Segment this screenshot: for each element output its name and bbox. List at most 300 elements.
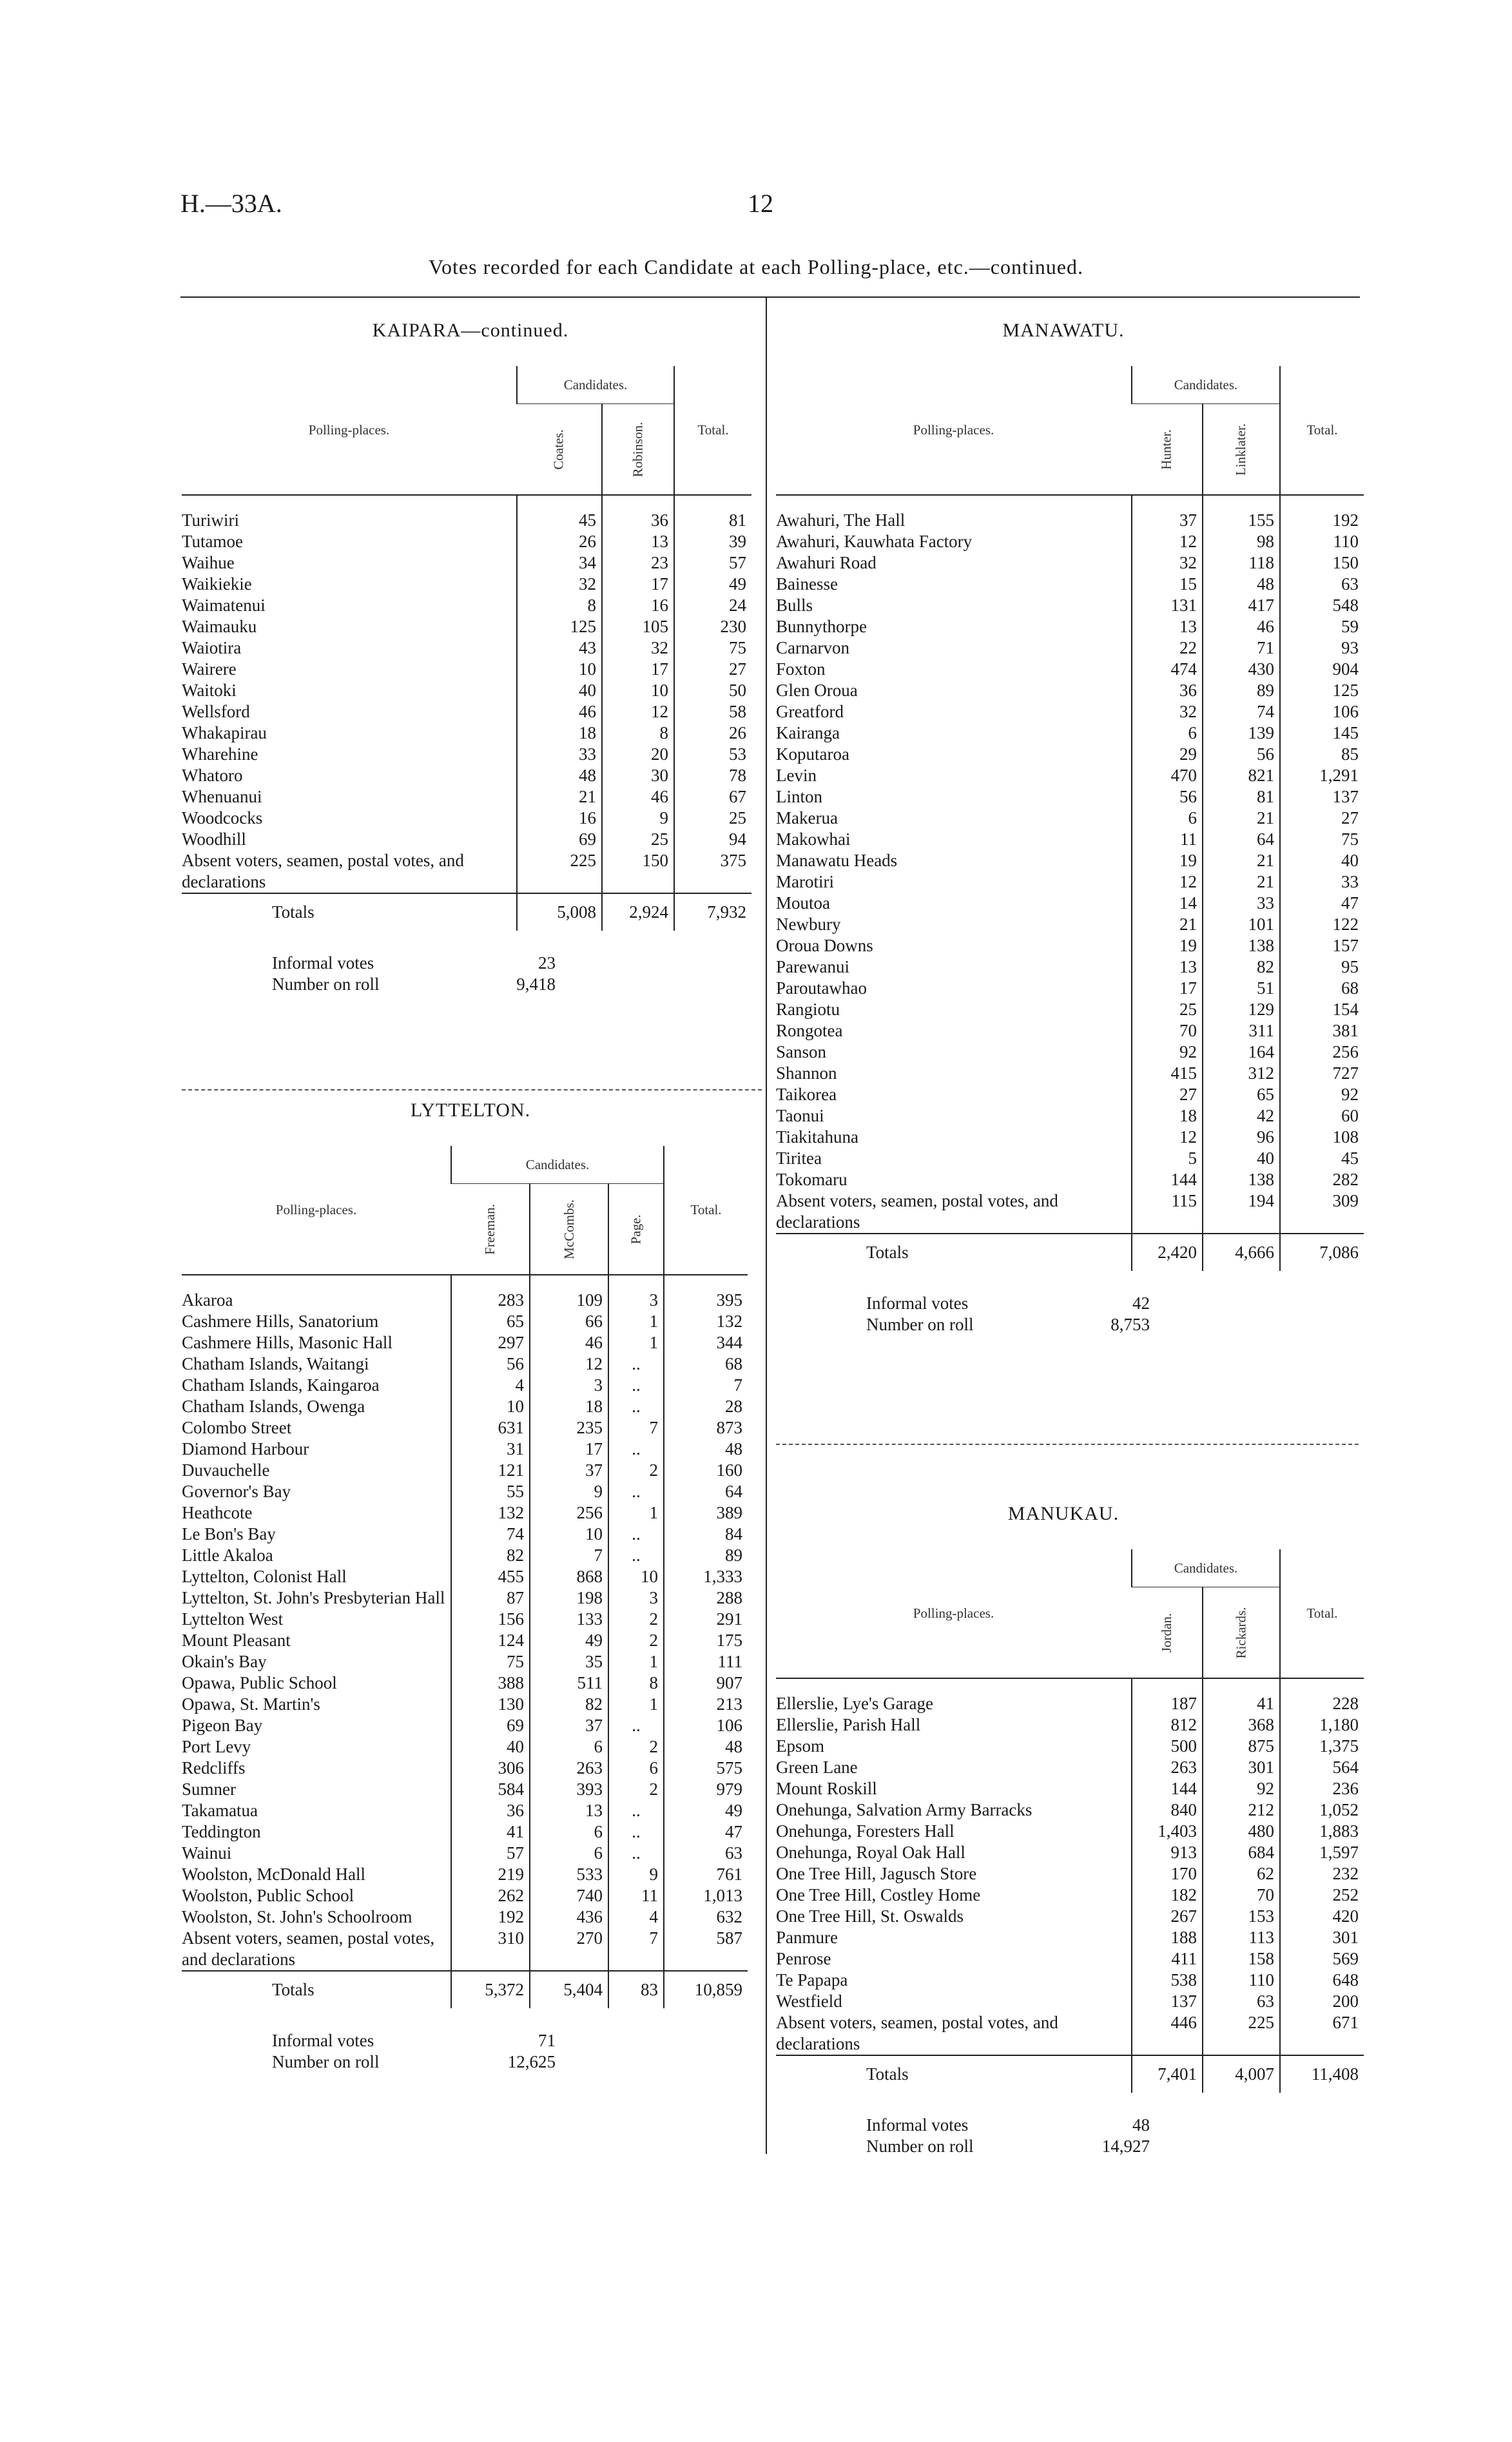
polling-place-name: Koputaroa xyxy=(776,744,849,764)
candidate-vote-count: 109 xyxy=(530,1275,608,1311)
candidate-name: Freeman. xyxy=(481,1203,498,1255)
polling-place-name: Onehunga, Salvation Army Barracks xyxy=(776,1800,1032,1819)
candidate-vote-count: 35 xyxy=(530,1651,608,1672)
polling-place-name: Awahuri, The Hall xyxy=(776,510,906,530)
table-row xyxy=(182,659,751,680)
row-total: 1,291 xyxy=(1280,765,1364,786)
polling-place-name: One Tree Hill, Jagusch Store xyxy=(776,1864,977,1883)
candidate-vote-count: 124 xyxy=(451,1630,530,1651)
candidate-vote-count: 32 xyxy=(517,574,602,595)
candidate-total: 7,401 xyxy=(1132,2055,1203,2093)
candidate-vote-count: .. xyxy=(608,1800,664,1821)
table-row xyxy=(182,850,751,893)
row-total: 1,333 xyxy=(664,1566,748,1587)
row-total: 48 xyxy=(664,1736,748,1758)
row-total: 192 xyxy=(1280,495,1364,531)
candidate-vote-count: 194 xyxy=(1203,1190,1280,1234)
table-row xyxy=(182,722,751,744)
candidate-vote-count: 36 xyxy=(602,495,674,531)
table-row xyxy=(182,616,751,637)
candidate-vote-count: 9 xyxy=(530,1481,608,1502)
informal-votes-row xyxy=(272,953,751,974)
table-row xyxy=(182,1609,748,1630)
candidate-vote-count: 62 xyxy=(1203,1863,1280,1885)
polling-place-name: Teddington xyxy=(182,1822,261,1841)
table-row xyxy=(776,1842,1364,1863)
table-row xyxy=(182,495,751,531)
candidate-vote-count: 20 xyxy=(602,744,674,765)
row-total: 67 xyxy=(674,786,751,808)
candidate-vote-count: 417 xyxy=(1203,595,1280,616)
candidate-name: Rickards. xyxy=(1233,1607,1249,1658)
kaipara-table xyxy=(182,366,751,995)
table-row xyxy=(776,1042,1364,1063)
candidate-vote-count: 138 xyxy=(1203,935,1280,956)
candidate-vote-count: 82 xyxy=(451,1545,530,1566)
candidate-vote-count: 144 xyxy=(1132,1778,1203,1799)
row-total: 1,180 xyxy=(1280,1714,1364,1736)
candidate-vote-count: 118 xyxy=(1203,552,1280,574)
polling-place-name: Bainesse xyxy=(776,574,838,594)
row-total: 256 xyxy=(1280,1042,1364,1063)
candidate-vote-count: 70 xyxy=(1132,1020,1203,1042)
row-total: 873 xyxy=(664,1417,748,1439)
row-total: 564 xyxy=(1280,1757,1364,1778)
candidate-vote-count: 133 xyxy=(530,1609,608,1630)
polling-place-name: Wairere xyxy=(182,659,237,679)
row-total: 575 xyxy=(664,1758,748,1779)
candidate-vote-count: 36 xyxy=(1132,680,1203,701)
table-row xyxy=(776,999,1364,1020)
table-row xyxy=(776,1906,1364,1927)
candidate-vote-count: 25 xyxy=(602,829,674,850)
polling-place-name: Woolston, St. John's Schoolroom xyxy=(182,1907,412,1926)
candidate-vote-count: .. xyxy=(608,1821,664,1843)
row-total: 108 xyxy=(1280,1127,1364,1148)
table-row xyxy=(776,914,1364,935)
candidate-vote-count: 631 xyxy=(451,1417,530,1439)
candidate-vote-count: 13 xyxy=(1132,616,1203,637)
table-row xyxy=(182,1566,748,1587)
candidate-vote-count: 13 xyxy=(1132,956,1203,978)
candidate-name-header xyxy=(602,404,674,496)
table-row xyxy=(182,1779,748,1800)
table-row xyxy=(182,1864,748,1885)
candidate-vote-count: 46 xyxy=(530,1332,608,1353)
polling-place-name: Awahuri, Kauwhata Factory xyxy=(776,532,973,551)
table-row xyxy=(182,1928,748,1971)
candidate-vote-count: 2 xyxy=(608,1779,664,1800)
candidate-vote-count: 113 xyxy=(1203,1927,1280,1948)
table-row xyxy=(182,1906,748,1928)
candidate-vote-count: .. xyxy=(608,1843,664,1864)
manukau-table xyxy=(776,1549,1364,2157)
row-total: 175 xyxy=(664,1630,748,1651)
table-row xyxy=(182,1275,748,1311)
row-total: 1,883 xyxy=(1280,1821,1364,1842)
row-total: 60 xyxy=(1280,1105,1364,1127)
polling-place-name: Woodhill xyxy=(182,829,246,849)
kaipara-title: KAIPARA—continued. xyxy=(372,320,569,341)
polling-place-name: Chatham Islands, Owenga xyxy=(182,1397,365,1416)
row-total: 75 xyxy=(674,637,751,659)
row-total: 200 xyxy=(1280,1991,1364,2012)
candidate-vote-count: 19 xyxy=(1132,850,1203,871)
candidate-vote-count: 144 xyxy=(1132,1169,1203,1190)
candidate-vote-count: 31 xyxy=(451,1439,530,1460)
candidate-vote-count: 470 xyxy=(1132,765,1203,786)
polling-place-name: Whatoro xyxy=(182,766,243,785)
candidate-vote-count: 155 xyxy=(1203,495,1280,531)
candidate-vote-count: 98 xyxy=(1203,531,1280,552)
candidate-vote-count: 23 xyxy=(602,552,674,574)
polling-place-name: Ellerslie, Lye's Garage xyxy=(776,1694,934,1713)
candidate-vote-count: 81 xyxy=(1203,786,1280,808)
candidate-vote-count: .. xyxy=(608,1439,664,1460)
row-total: 252 xyxy=(1280,1885,1364,1906)
candidate-vote-count: 129 xyxy=(1203,999,1280,1020)
candidate-vote-count: 17 xyxy=(1132,978,1203,999)
polling-places-header: Polling-places. xyxy=(776,1549,1132,1678)
table-row xyxy=(182,786,751,808)
row-total: 27 xyxy=(674,659,751,680)
row-total: 47 xyxy=(664,1821,748,1843)
polling-places-header: Polling-places. xyxy=(182,1146,451,1275)
candidate-vote-count: 10 xyxy=(517,659,602,680)
candidate-vote-count: 21 xyxy=(1132,914,1203,935)
table-row xyxy=(776,1799,1364,1821)
candidate-vote-count: 42 xyxy=(1203,1105,1280,1127)
table-row xyxy=(182,1651,748,1672)
candidate-vote-count: 19 xyxy=(1132,935,1203,956)
table-row xyxy=(182,1587,748,1609)
manawatu-table xyxy=(776,366,1364,1335)
candidate-total: 5,404 xyxy=(530,1971,608,2008)
candidate-vote-count: 121 xyxy=(451,1460,530,1481)
polling-place-name: Opawa, St. Martin's xyxy=(182,1694,320,1714)
row-total: 122 xyxy=(1280,914,1364,935)
polling-place-name: Parewanui xyxy=(776,957,849,976)
table-row xyxy=(776,1127,1364,1148)
lyttelton-title: LYTTELTON. xyxy=(410,1100,531,1121)
candidate-vote-count: 5 xyxy=(1132,1148,1203,1169)
informal-votes-label: Informal votes xyxy=(272,2031,374,2050)
candidate-vote-count: 115 xyxy=(1132,1190,1203,1234)
candidate-vote-count: 6 xyxy=(530,1821,608,1843)
table-row xyxy=(776,531,1364,552)
table-row xyxy=(182,637,751,659)
row-total: 64 xyxy=(664,1481,748,1502)
polling-place-name: Tiritea xyxy=(776,1148,822,1168)
row-total: 548 xyxy=(1280,595,1364,616)
document-reference: H.—33A. xyxy=(180,189,282,218)
page-number: 12 xyxy=(748,189,773,218)
total-header: Total. xyxy=(674,366,751,495)
candidate-vote-count: 56 xyxy=(451,1353,530,1375)
informal-votes-value: 71 xyxy=(538,2031,556,2050)
candidate-vote-count: 225 xyxy=(1203,2012,1280,2055)
candidate-name: Hunter. xyxy=(1159,429,1174,470)
polling-place-name: Absent voters, seamen, postal votes, and declarations xyxy=(776,1191,1058,1232)
polling-place-name: Duvauchelle xyxy=(182,1460,270,1480)
candidate-vote-count: 2 xyxy=(608,1736,664,1758)
polling-place-name: Onehunga, Foresters Hall xyxy=(776,1821,955,1841)
row-total: 63 xyxy=(664,1843,748,1864)
row-total: 301 xyxy=(1280,1927,1364,1948)
row-total: 75 xyxy=(1280,829,1364,850)
table-row xyxy=(776,701,1364,722)
candidate-vote-count: 40 xyxy=(517,680,602,701)
row-total: 58 xyxy=(674,701,751,722)
table-row xyxy=(776,616,1364,637)
candidate-vote-count: 235 xyxy=(530,1417,608,1439)
polling-place-name: Bulls xyxy=(776,596,813,615)
candidate-vote-count: 74 xyxy=(1203,701,1280,722)
candidate-vote-count: 14 xyxy=(1132,893,1203,914)
table-row xyxy=(776,659,1364,680)
table-row xyxy=(776,850,1364,871)
candidate-vote-count: 16 xyxy=(517,808,602,829)
candidate-vote-count: 225 xyxy=(517,850,602,893)
polling-place-name: Wharehine xyxy=(182,744,258,764)
polling-place-name: Lyttelton West xyxy=(182,1609,284,1629)
row-total: 26 xyxy=(674,722,751,744)
grand-total: 7,086 xyxy=(1280,1234,1364,1271)
candidate-vote-count: 65 xyxy=(1203,1084,1280,1105)
candidate-vote-count: 12 xyxy=(1132,1127,1203,1148)
manukau-summary xyxy=(866,2115,1364,2157)
informal-votes-label: Informal votes xyxy=(272,953,374,973)
grand-total: 10,859 xyxy=(664,1971,748,2008)
candidate-vote-count: 96 xyxy=(1203,1127,1280,1148)
row-total: 979 xyxy=(664,1779,748,1800)
candidate-vote-count: 40 xyxy=(1203,1148,1280,1169)
table-row xyxy=(182,1311,748,1332)
table-row xyxy=(776,1190,1364,1234)
candidate-vote-count: 69 xyxy=(517,829,602,850)
candidate-vote-count: 455 xyxy=(451,1566,530,1587)
polling-place-name: Whenuanui xyxy=(182,787,262,806)
candidate-vote-count: 9 xyxy=(608,1864,664,1885)
candidate-vote-count: .. xyxy=(608,1375,664,1396)
polling-place-name: Waitoki xyxy=(182,681,237,700)
row-total: 57 xyxy=(674,552,751,574)
polling-places-header: Polling-places. xyxy=(776,366,1132,495)
table-row xyxy=(776,871,1364,893)
polling-place-name: Takamatua xyxy=(182,1801,258,1820)
candidate-vote-count: 137 xyxy=(1132,1991,1203,2012)
candidate-vote-count: 55 xyxy=(451,1481,530,1502)
row-total: 1,375 xyxy=(1280,1736,1364,1757)
table-row xyxy=(182,1524,748,1545)
candidate-vote-count: 87 xyxy=(451,1587,530,1609)
lyttelton-table xyxy=(182,1146,748,2073)
table-row xyxy=(776,1970,1364,1991)
candidate-vote-count: 4 xyxy=(451,1375,530,1396)
candidate-vote-count: 21 xyxy=(1203,808,1280,829)
candidate-vote-count: 130 xyxy=(451,1694,530,1715)
candidate-vote-count: .. xyxy=(608,1545,664,1566)
candidate-vote-count: 436 xyxy=(530,1906,608,1928)
candidate-name: Page. xyxy=(628,1214,644,1245)
candidate-vote-count: 10 xyxy=(608,1566,664,1587)
candidate-vote-count: 474 xyxy=(1132,659,1203,680)
table-row xyxy=(776,1714,1364,1736)
candidate-vote-count: 15 xyxy=(1132,574,1203,595)
candidate-vote-count: 70 xyxy=(1203,1885,1280,1906)
candidate-total: 5,372 xyxy=(451,1971,530,2008)
polling-place-name: Le Bon's Bay xyxy=(182,1524,276,1544)
candidate-total: 4,666 xyxy=(1203,1234,1280,1271)
candidate-vote-count: 32 xyxy=(1132,552,1203,574)
table-row xyxy=(182,1672,748,1694)
candidate-vote-count: 63 xyxy=(1203,1991,1280,2012)
row-total: 33 xyxy=(1280,871,1364,893)
candidate-name-header xyxy=(1203,1587,1280,1679)
polling-place-name: Kairanga xyxy=(776,723,840,742)
informal-votes-row xyxy=(272,2030,748,2051)
candidate-vote-count: 21 xyxy=(1203,850,1280,871)
candidate-vote-count: 283 xyxy=(451,1275,530,1311)
candidate-name: Coates. xyxy=(551,429,567,470)
table-row xyxy=(182,1353,748,1375)
row-total: 94 xyxy=(674,829,751,850)
row-total: 92 xyxy=(1280,1084,1364,1105)
candidate-total: 2,420 xyxy=(1132,1234,1203,1271)
candidate-vote-count: .. xyxy=(608,1353,664,1375)
candidate-vote-count: 12 xyxy=(530,1353,608,1375)
row-total: 45 xyxy=(1280,1148,1364,1169)
manawatu-title: MANAWATU. xyxy=(1002,320,1125,341)
candidate-vote-count: .. xyxy=(608,1715,664,1736)
row-total: 50 xyxy=(674,680,751,701)
table-row xyxy=(776,765,1364,786)
candidate-vote-count: 1 xyxy=(608,1694,664,1715)
candidate-vote-count: 7 xyxy=(608,1928,664,1971)
row-total: 236 xyxy=(1280,1778,1364,1799)
polling-place-name: Ellerslie, Parish Hall xyxy=(776,1715,921,1734)
section-separator xyxy=(776,1444,1359,1445)
candidate-vote-count: 21 xyxy=(517,786,602,808)
polling-place-name: Onehunga, Royal Oak Hall xyxy=(776,1843,965,1862)
row-total: 137 xyxy=(1280,786,1364,808)
row-total: 85 xyxy=(1280,744,1364,765)
candidate-vote-count: 182 xyxy=(1132,1885,1203,1906)
candidate-vote-count: 267 xyxy=(1132,1906,1203,1927)
polling-place-name: Cashmere Hills, Sanatorium xyxy=(182,1312,379,1331)
polling-place-name: Tiakitahuna xyxy=(776,1127,858,1147)
table-row xyxy=(182,574,751,595)
candidate-vote-count: 388 xyxy=(451,1672,530,1694)
polling-place-name: Westfield xyxy=(776,1991,842,2011)
row-total: 145 xyxy=(1280,722,1364,744)
grand-total: 11,408 xyxy=(1280,2055,1364,2093)
polling-place-name: Wainui xyxy=(182,1843,232,1863)
table-row xyxy=(182,829,751,850)
number-on-roll-value: 9,418 xyxy=(516,974,556,994)
row-total: 671 xyxy=(1280,2012,1364,2055)
row-total: 282 xyxy=(1280,1169,1364,1190)
candidate-vote-count: 34 xyxy=(517,552,602,574)
table-row xyxy=(776,722,1364,744)
informal-votes-value: 48 xyxy=(1132,2115,1150,2135)
polling-place-name: One Tree Hill, Costley Home xyxy=(776,1885,981,1904)
number-on-roll-row xyxy=(272,2051,748,2073)
table-row xyxy=(182,1396,748,1417)
row-total: 157 xyxy=(1280,935,1364,956)
table-row xyxy=(182,1439,748,1460)
table-row xyxy=(776,1757,1364,1778)
table-row xyxy=(776,808,1364,829)
row-total: 569 xyxy=(1280,1948,1364,1970)
row-total: 68 xyxy=(664,1353,748,1375)
informal-votes-value: 42 xyxy=(1132,1294,1150,1313)
candidate-vote-count: 297 xyxy=(451,1332,530,1353)
table-row xyxy=(776,1821,1364,1842)
table-row xyxy=(182,1800,748,1821)
row-total: 106 xyxy=(1280,701,1364,722)
candidate-vote-count: 18 xyxy=(530,1396,608,1417)
table-row xyxy=(182,531,751,552)
polling-place-name: Panmure xyxy=(776,1928,838,1947)
table-row xyxy=(776,1105,1364,1127)
table-row xyxy=(776,893,1364,914)
table-row xyxy=(182,680,751,701)
candidate-vote-count: 41 xyxy=(1203,1678,1280,1714)
candidate-vote-count: 32 xyxy=(1132,701,1203,722)
candidate-vote-count: 446 xyxy=(1132,2012,1203,2055)
polling-place-name: Redcliffs xyxy=(182,1758,246,1778)
informal-votes-row xyxy=(866,1293,1364,1314)
candidate-vote-count: 36 xyxy=(451,1800,530,1821)
polling-place-name: Sumner xyxy=(182,1779,236,1799)
row-total: 78 xyxy=(674,765,751,786)
row-total: 132 xyxy=(664,1311,748,1332)
table-row xyxy=(776,829,1364,850)
candidate-vote-count: 10 xyxy=(530,1524,608,1545)
row-total: 68 xyxy=(1280,978,1364,999)
candidate-name-header xyxy=(1132,404,1203,496)
candidate-vote-count: 40 xyxy=(451,1736,530,1758)
table-row xyxy=(182,1502,748,1524)
polling-place-name: Penrose xyxy=(776,1949,831,1968)
candidate-vote-count: 212 xyxy=(1203,1799,1280,1821)
polling-place-name: Mount Pleasant xyxy=(182,1631,291,1650)
polling-place-name: Greatford xyxy=(776,702,844,721)
polling-place-name: One Tree Hill, St. Oswalds xyxy=(776,1906,964,1926)
candidate-vote-count: 43 xyxy=(517,637,602,659)
table-row xyxy=(182,1843,748,1864)
candidate-vote-count: 262 xyxy=(451,1885,530,1906)
candidate-vote-count: 49 xyxy=(530,1630,608,1651)
table-row xyxy=(182,1885,748,1906)
candidate-vote-count: 198 xyxy=(530,1587,608,1609)
polling-place-name: Pigeon Bay xyxy=(182,1716,263,1735)
row-total: 230 xyxy=(674,616,751,637)
candidate-vote-count: 411 xyxy=(1132,1948,1203,1970)
candidate-vote-count: .. xyxy=(608,1481,664,1502)
polling-place-name: Levin xyxy=(776,766,817,785)
row-total: 1,597 xyxy=(1280,1842,1364,1863)
candidate-vote-count: 9 xyxy=(602,808,674,829)
candidate-vote-count: 105 xyxy=(602,616,674,637)
candidate-vote-count: 29 xyxy=(1132,744,1203,765)
row-total: 25 xyxy=(674,808,751,829)
candidate-vote-count: 270 xyxy=(530,1928,608,1971)
candidate-vote-count: 56 xyxy=(1203,744,1280,765)
candidate-vote-count: 37 xyxy=(530,1460,608,1481)
candidate-vote-count: 1 xyxy=(608,1311,664,1332)
